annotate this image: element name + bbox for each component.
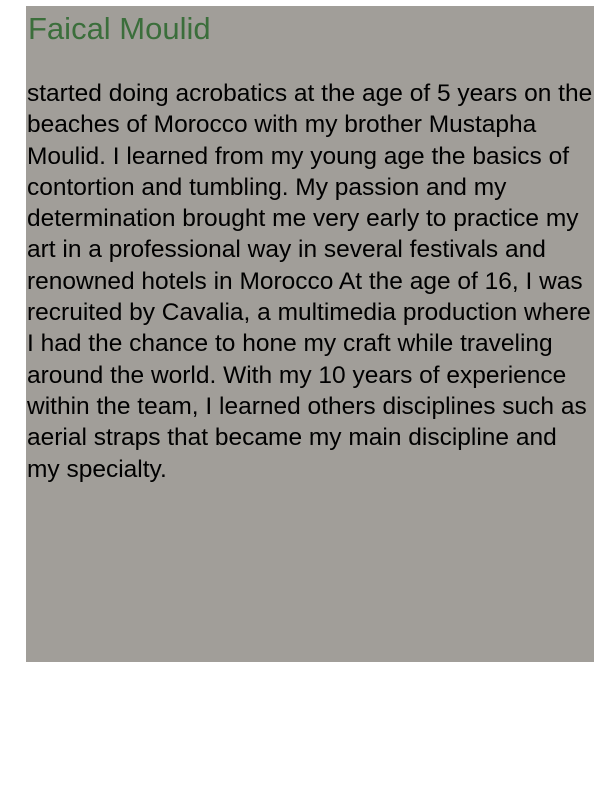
bio-panel bbox=[26, 6, 594, 662]
artist-bio: started doing acrobatics at the age of 5 years on the beaches of Morocco with my brother Mustapha Moulid. I learned from my young age the basics of contortion and tumbling. My passion and my determination brought me very early to practice my art in a professional way in several festivals and renowned hotels in Morocco At the age of 16, I was recruited by Cavalia, a multimedia production where I had the chance to hone my craft while traveling around the world. With my 10 years of experience within the team, I learned others disciplines such as aerial straps that became my main discipline and my specialty. bbox=[27, 80, 593, 483]
artist-name: Faical Moulid bbox=[28, 11, 211, 46]
